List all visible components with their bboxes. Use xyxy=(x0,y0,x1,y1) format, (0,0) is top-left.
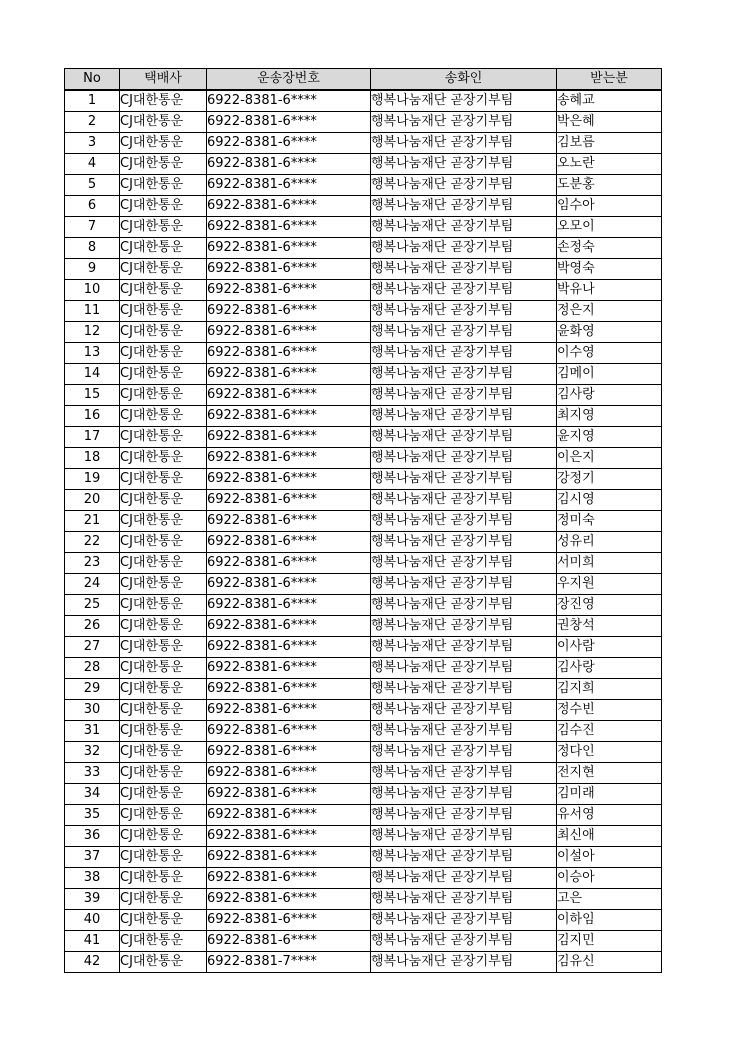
sender-name: 행복나눔재단 곧장기부팀 xyxy=(371,889,557,910)
courier-name: CJ대한통운 xyxy=(120,90,207,112)
row-number: 17 xyxy=(65,427,120,448)
sender-name: 행복나눔재단 곧장기부팀 xyxy=(371,238,557,259)
recipient-name: 도분홍 xyxy=(557,175,662,196)
sender-name: 행복나눔재단 곧장기부팀 xyxy=(371,259,557,280)
sender-name: 행복나눔재단 곧장기부팀 xyxy=(371,721,557,742)
recipient-name: 고은 xyxy=(557,889,662,910)
tracking-number: 6922-8381-6**** xyxy=(207,343,371,364)
row-number: 2 xyxy=(65,112,120,133)
courier-name: CJ대한통운 xyxy=(120,763,207,784)
table-row xyxy=(65,406,662,427)
row-number: 21 xyxy=(65,511,120,532)
sender-name: 행복나눔재단 곧장기부팀 xyxy=(371,784,557,805)
row-number: 33 xyxy=(65,763,120,784)
tracking-number: 6922-8381-6**** xyxy=(207,784,371,805)
recipient-name: 김지희 xyxy=(557,679,662,700)
table-row xyxy=(65,112,662,133)
table-row xyxy=(65,469,662,490)
table-row xyxy=(65,133,662,154)
row-number: 32 xyxy=(65,742,120,763)
courier-name: CJ대한통운 xyxy=(120,112,207,133)
tracking-number: 6922-8381-6**** xyxy=(207,448,371,469)
row-number: 19 xyxy=(65,469,120,490)
sender-name: 행복나눔재단 곧장기부팀 xyxy=(371,154,557,175)
shipment-table xyxy=(64,68,662,973)
table-row xyxy=(65,721,662,742)
table-row xyxy=(65,490,662,511)
sender-name: 행복나눔재단 곧장기부팀 xyxy=(371,469,557,490)
row-number: 34 xyxy=(65,784,120,805)
row-number: 9 xyxy=(65,259,120,280)
courier-name: CJ대한통운 xyxy=(120,322,207,343)
row-number: 25 xyxy=(65,595,120,616)
courier-name: CJ대한통운 xyxy=(120,301,207,322)
tracking-number: 6922-8381-7**** xyxy=(207,952,371,973)
header-no: No xyxy=(65,69,120,91)
courier-name: CJ대한통운 xyxy=(120,154,207,175)
sender-name: 행복나눔재단 곧장기부팀 xyxy=(371,679,557,700)
table-row xyxy=(65,511,662,532)
table-row xyxy=(65,175,662,196)
tracking-number: 6922-8381-6**** xyxy=(207,112,371,133)
recipient-name: 김유신 xyxy=(557,952,662,973)
courier-name: CJ대한통운 xyxy=(120,658,207,679)
tracking-number: 6922-8381-6**** xyxy=(207,280,371,301)
tracking-number: 6922-8381-6**** xyxy=(207,847,371,868)
row-number: 26 xyxy=(65,616,120,637)
recipient-name: 임수아 xyxy=(557,196,662,217)
tracking-number: 6922-8381-6**** xyxy=(207,469,371,490)
recipient-name: 정미숙 xyxy=(557,511,662,532)
sender-name: 행복나눔재단 곧장기부팀 xyxy=(371,217,557,238)
header-tracking-number: 운송장번호 xyxy=(207,69,371,91)
courier-name: CJ대한통운 xyxy=(120,595,207,616)
tracking-number: 6922-8381-6**** xyxy=(207,637,371,658)
tracking-number: 6922-8381-6**** xyxy=(207,133,371,154)
recipient-name: 김시영 xyxy=(557,490,662,511)
recipient-name: 정다인 xyxy=(557,742,662,763)
sender-name: 행복나눔재단 곧장기부팀 xyxy=(371,868,557,889)
courier-name: CJ대한통운 xyxy=(120,532,207,553)
courier-name: CJ대한통운 xyxy=(120,700,207,721)
table-row xyxy=(65,910,662,931)
table-row xyxy=(65,847,662,868)
sender-name: 행복나눔재단 곧장기부팀 xyxy=(371,196,557,217)
sender-name: 행복나눔재단 곧장기부팀 xyxy=(371,490,557,511)
recipient-name: 윤화영 xyxy=(557,322,662,343)
recipient-name: 성유리 xyxy=(557,532,662,553)
sender-name: 행복나눔재단 곧장기부팀 xyxy=(371,658,557,679)
courier-name: CJ대한통운 xyxy=(120,280,207,301)
row-number: 10 xyxy=(65,280,120,301)
recipient-name: 손정숙 xyxy=(557,238,662,259)
recipient-name: 김사랑 xyxy=(557,658,662,679)
sender-name: 행복나눔재단 곧장기부팀 xyxy=(371,847,557,868)
row-number: 14 xyxy=(65,364,120,385)
table-row xyxy=(65,364,662,385)
courier-name: CJ대한통운 xyxy=(120,553,207,574)
recipient-name: 권창석 xyxy=(557,616,662,637)
table-row xyxy=(65,616,662,637)
courier-name: CJ대한통운 xyxy=(120,931,207,952)
sender-name: 행복나눔재단 곧장기부팀 xyxy=(371,532,557,553)
table-row xyxy=(65,532,662,553)
tracking-number: 6922-8381-6**** xyxy=(207,175,371,196)
courier-name: CJ대한통운 xyxy=(120,406,207,427)
courier-name: CJ대한통운 xyxy=(120,805,207,826)
sender-name: 행복나눔재단 곧장기부팀 xyxy=(371,343,557,364)
recipient-name: 이설아 xyxy=(557,847,662,868)
tracking-number: 6922-8381-6**** xyxy=(207,511,371,532)
tracking-number: 6922-8381-6**** xyxy=(207,385,371,406)
row-number: 16 xyxy=(65,406,120,427)
courier-name: CJ대한통운 xyxy=(120,574,207,595)
recipient-name: 서미희 xyxy=(557,553,662,574)
row-number: 20 xyxy=(65,490,120,511)
recipient-name: 오노란 xyxy=(557,154,662,175)
courier-name: CJ대한통운 xyxy=(120,259,207,280)
courier-name: CJ대한통운 xyxy=(120,637,207,658)
row-number: 8 xyxy=(65,238,120,259)
sender-name: 행복나눔재단 곧장기부팀 xyxy=(371,175,557,196)
recipient-name: 정은지 xyxy=(557,301,662,322)
row-number: 37 xyxy=(65,847,120,868)
recipient-name: 윤지영 xyxy=(557,427,662,448)
sender-name: 행복나눔재단 곧장기부팀 xyxy=(371,364,557,385)
row-number: 6 xyxy=(65,196,120,217)
courier-name: CJ대한통운 xyxy=(120,952,207,973)
recipient-name: 김메이 xyxy=(557,364,662,385)
sender-name: 행복나눔재단 곧장기부팀 xyxy=(371,90,557,112)
row-number: 11 xyxy=(65,301,120,322)
row-number: 12 xyxy=(65,322,120,343)
recipient-name: 이은지 xyxy=(557,448,662,469)
tracking-number: 6922-8381-6**** xyxy=(207,364,371,385)
sender-name: 행복나눔재단 곧장기부팀 xyxy=(371,931,557,952)
table-row xyxy=(65,784,662,805)
table-row xyxy=(65,637,662,658)
tracking-number: 6922-8381-6**** xyxy=(207,763,371,784)
tracking-number: 6922-8381-6**** xyxy=(207,910,371,931)
recipient-name: 강정기 xyxy=(557,469,662,490)
table-header xyxy=(65,69,662,91)
recipient-name: 정수빈 xyxy=(557,700,662,721)
tracking-number: 6922-8381-6**** xyxy=(207,868,371,889)
table-row xyxy=(65,154,662,175)
tracking-number: 6922-8381-6**** xyxy=(207,490,371,511)
recipient-name: 김미래 xyxy=(557,784,662,805)
tracking-number: 6922-8381-6**** xyxy=(207,616,371,637)
courier-name: CJ대한통운 xyxy=(120,616,207,637)
table-row xyxy=(65,196,662,217)
table-row xyxy=(65,763,662,784)
courier-name: CJ대한통운 xyxy=(120,133,207,154)
recipient-name: 전지현 xyxy=(557,763,662,784)
sender-name: 행복나눔재단 곧장기부팀 xyxy=(371,700,557,721)
table-row xyxy=(65,322,662,343)
row-number: 40 xyxy=(65,910,120,931)
row-number: 28 xyxy=(65,658,120,679)
recipient-name: 박유나 xyxy=(557,280,662,301)
table-row xyxy=(65,238,662,259)
recipient-name: 김사랑 xyxy=(557,385,662,406)
sender-name: 행복나눔재단 곧장기부팀 xyxy=(371,301,557,322)
table-row xyxy=(65,553,662,574)
courier-name: CJ대한통운 xyxy=(120,427,207,448)
courier-name: CJ대한통운 xyxy=(120,679,207,700)
recipient-name: 송혜교 xyxy=(557,90,662,112)
tracking-number: 6922-8381-6**** xyxy=(207,595,371,616)
courier-name: CJ대한통운 xyxy=(120,196,207,217)
table-row xyxy=(65,574,662,595)
sender-name: 행복나눔재단 곧장기부팀 xyxy=(371,595,557,616)
courier-name: CJ대한통운 xyxy=(120,721,207,742)
tracking-number: 6922-8381-6**** xyxy=(207,217,371,238)
header-sender: 송화인 xyxy=(371,69,557,91)
tracking-number: 6922-8381-6**** xyxy=(207,553,371,574)
recipient-name: 최신애 xyxy=(557,826,662,847)
recipient-name: 이수영 xyxy=(557,343,662,364)
row-number: 15 xyxy=(65,385,120,406)
row-number: 3 xyxy=(65,133,120,154)
table-row xyxy=(65,217,662,238)
row-number: 7 xyxy=(65,217,120,238)
courier-name: CJ대한통운 xyxy=(120,364,207,385)
recipient-name: 김보름 xyxy=(557,133,662,154)
row-number: 30 xyxy=(65,700,120,721)
tracking-number: 6922-8381-6**** xyxy=(207,406,371,427)
sender-name: 행복나눔재단 곧장기부팀 xyxy=(371,763,557,784)
table-row xyxy=(65,805,662,826)
tracking-number: 6922-8381-6**** xyxy=(207,679,371,700)
table-row xyxy=(65,700,662,721)
row-number: 27 xyxy=(65,637,120,658)
table-row xyxy=(65,952,662,973)
sender-name: 행복나눔재단 곧장기부팀 xyxy=(371,826,557,847)
tracking-number: 6922-8381-6**** xyxy=(207,721,371,742)
courier-name: CJ대한통운 xyxy=(120,238,207,259)
table-body xyxy=(65,90,662,973)
tracking-number: 6922-8381-6**** xyxy=(207,427,371,448)
sender-name: 행복나눔재단 곧장기부팀 xyxy=(371,910,557,931)
courier-name: CJ대한통운 xyxy=(120,910,207,931)
row-number: 39 xyxy=(65,889,120,910)
sender-name: 행복나눔재단 곧장기부팀 xyxy=(371,805,557,826)
courier-name: CJ대한통운 xyxy=(120,469,207,490)
tracking-number: 6922-8381-6**** xyxy=(207,700,371,721)
recipient-name: 박영숙 xyxy=(557,259,662,280)
row-number: 36 xyxy=(65,826,120,847)
sender-name: 행복나눔재단 곧장기부팀 xyxy=(371,406,557,427)
tracking-number: 6922-8381-6**** xyxy=(207,301,371,322)
row-number: 42 xyxy=(65,952,120,973)
sender-name: 행복나눔재단 곧장기부팀 xyxy=(371,616,557,637)
row-number: 31 xyxy=(65,721,120,742)
courier-name: CJ대한통운 xyxy=(120,217,207,238)
recipient-name: 이승아 xyxy=(557,868,662,889)
recipient-name: 김지민 xyxy=(557,931,662,952)
sender-name: 행복나눔재단 곧장기부팀 xyxy=(371,553,557,574)
row-number: 24 xyxy=(65,574,120,595)
row-number: 41 xyxy=(65,931,120,952)
table-row xyxy=(65,385,662,406)
row-number: 23 xyxy=(65,553,120,574)
sender-name: 행복나눔재단 곧장기부팀 xyxy=(371,133,557,154)
sender-name: 행복나눔재단 곧장기부팀 xyxy=(371,427,557,448)
table-row xyxy=(65,679,662,700)
tracking-number: 6922-8381-6**** xyxy=(207,658,371,679)
row-number: 5 xyxy=(65,175,120,196)
table-row xyxy=(65,868,662,889)
tracking-number: 6922-8381-6**** xyxy=(207,90,371,112)
recipient-name: 오모이 xyxy=(557,217,662,238)
recipient-name: 우지원 xyxy=(557,574,662,595)
courier-name: CJ대한통운 xyxy=(120,175,207,196)
courier-name: CJ대한통운 xyxy=(120,826,207,847)
sender-name: 행복나눔재단 곧장기부팀 xyxy=(371,742,557,763)
tracking-number: 6922-8381-6**** xyxy=(207,805,371,826)
tracking-number: 6922-8381-6**** xyxy=(207,931,371,952)
recipient-name: 이하임 xyxy=(557,910,662,931)
row-number: 38 xyxy=(65,868,120,889)
courier-name: CJ대한통운 xyxy=(120,343,207,364)
courier-name: CJ대한통운 xyxy=(120,868,207,889)
table-row xyxy=(65,658,662,679)
sender-name: 행복나눔재단 곧장기부팀 xyxy=(371,952,557,973)
row-number: 1 xyxy=(65,90,120,112)
header-row xyxy=(65,69,662,91)
tracking-number: 6922-8381-6**** xyxy=(207,196,371,217)
table-row xyxy=(65,280,662,301)
sender-name: 행복나눔재단 곧장기부팀 xyxy=(371,511,557,532)
courier-name: CJ대한통운 xyxy=(120,889,207,910)
courier-name: CJ대한통운 xyxy=(120,490,207,511)
row-number: 29 xyxy=(65,679,120,700)
sender-name: 행복나눔재단 곧장기부팀 xyxy=(371,385,557,406)
tracking-number: 6922-8381-6**** xyxy=(207,826,371,847)
table-row xyxy=(65,826,662,847)
sender-name: 행복나눔재단 곧장기부팀 xyxy=(371,574,557,595)
sender-name: 행복나눔재단 곧장기부팀 xyxy=(371,280,557,301)
recipient-name: 김수진 xyxy=(557,721,662,742)
courier-name: CJ대한통운 xyxy=(120,784,207,805)
row-number: 13 xyxy=(65,343,120,364)
sender-name: 행복나눔재단 곧장기부팀 xyxy=(371,112,557,133)
table-row xyxy=(65,595,662,616)
row-number: 35 xyxy=(65,805,120,826)
header-courier: 택배사 xyxy=(120,69,207,91)
sender-name: 행복나눔재단 곧장기부팀 xyxy=(371,448,557,469)
tracking-number: 6922-8381-6**** xyxy=(207,742,371,763)
tracking-number: 6922-8381-6**** xyxy=(207,322,371,343)
courier-name: CJ대한통운 xyxy=(120,742,207,763)
header-recipient: 받는분 xyxy=(557,69,662,91)
tracking-number: 6922-8381-6**** xyxy=(207,532,371,553)
courier-name: CJ대한통운 xyxy=(120,385,207,406)
tracking-number: 6922-8381-6**** xyxy=(207,889,371,910)
recipient-name: 박은혜 xyxy=(557,112,662,133)
recipient-name: 최지영 xyxy=(557,406,662,427)
table-row xyxy=(65,448,662,469)
sender-name: 행복나눔재단 곧장기부팀 xyxy=(371,322,557,343)
recipient-name: 유서영 xyxy=(557,805,662,826)
recipient-name: 장진영 xyxy=(557,595,662,616)
sender-name: 행복나눔재단 곧장기부팀 xyxy=(371,637,557,658)
tracking-number: 6922-8381-6**** xyxy=(207,154,371,175)
tracking-number: 6922-8381-6**** xyxy=(207,259,371,280)
table-row xyxy=(65,889,662,910)
recipient-name: 이사람 xyxy=(557,637,662,658)
tracking-number: 6922-8381-6**** xyxy=(207,574,371,595)
table-row xyxy=(65,343,662,364)
table-row xyxy=(65,90,662,112)
table-row xyxy=(65,427,662,448)
row-number: 22 xyxy=(65,532,120,553)
row-number: 4 xyxy=(65,154,120,175)
courier-name: CJ대한통운 xyxy=(120,847,207,868)
tracking-number: 6922-8381-6**** xyxy=(207,238,371,259)
table-row xyxy=(65,742,662,763)
table-row xyxy=(65,301,662,322)
row-number: 18 xyxy=(65,448,120,469)
courier-name: CJ대한통운 xyxy=(120,511,207,532)
table-row xyxy=(65,931,662,952)
table-row xyxy=(65,259,662,280)
courier-name: CJ대한통운 xyxy=(120,448,207,469)
